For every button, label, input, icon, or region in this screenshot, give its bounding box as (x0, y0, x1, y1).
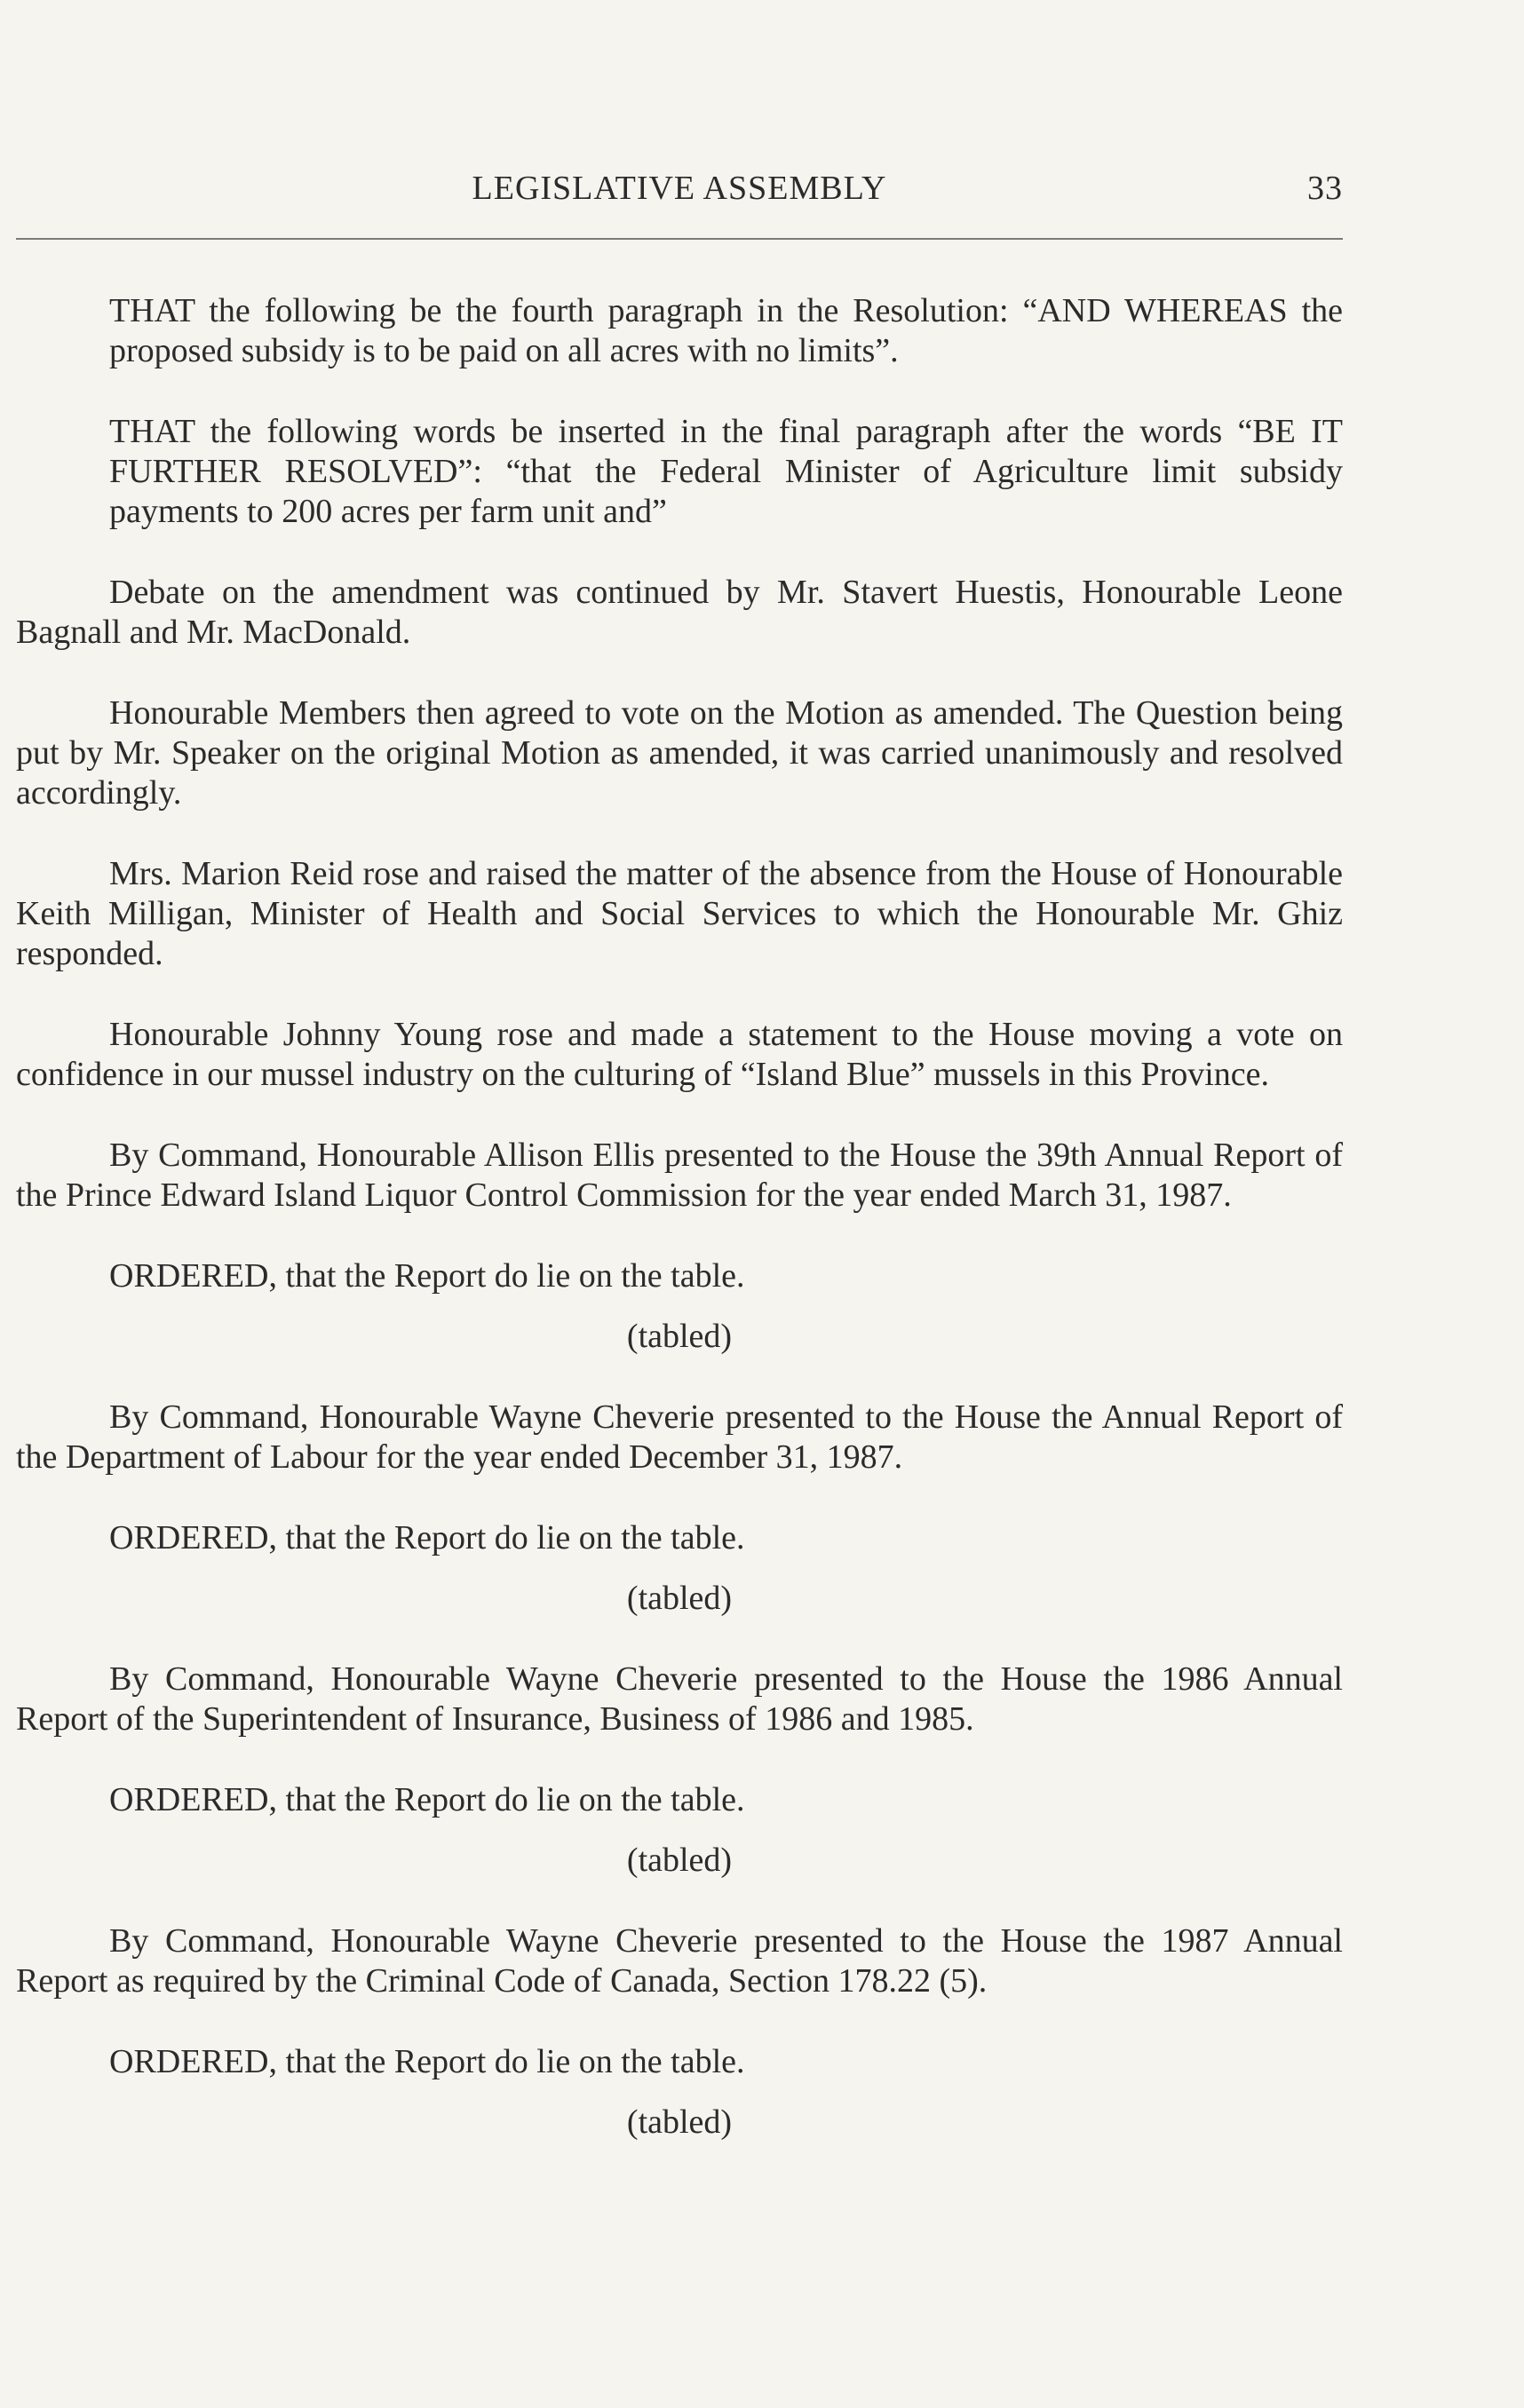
liquor-report-paragraph: By Command, Honourable Allison Ellis presented to the House the 39th Annual Report of the Prince Edward Island Liquor Control Commission for the year ended March 31, 1987. (16, 1137, 1343, 1214)
header-title: LEGISLATIVE ASSEMBLY (472, 170, 887, 207)
labour-report-paragraph: By Command, Honourable Wayne Cheverie presented to the House the Annual Report of the Department of Labour for the year ended December 31, 1987. (16, 1398, 1343, 1476)
document-body (16, 291, 1343, 2183)
header-rule (16, 238, 1343, 240)
vote-paragraph: Honourable Members then agreed to vote on the Motion as amended. The Question being put by Mr. Speaker on the original Motion as amended, it was carried unanimously and resolved accordingly. (16, 694, 1343, 812)
resolution-paragraph-1: THAT the following be the fourth paragraph in the Resolution: “AND WHEREAS the proposed subsidy is to be paid on all acres with no limits”. (109, 292, 1343, 369)
mussel-statement-paragraph: Honourable Johnny Young rose and made a statement to the House moving a vote on confidence in our mussel industry on the culturing of “Island Blue” mussels in this Province. (16, 1016, 1343, 1093)
ordered-line: ORDERED, that the Report do lie on the table. (109, 1257, 745, 1295)
debate-paragraph: Debate on the amendment was continued by Mr. Stavert Huestis, Honourable Leone Bagnall and Mr. MacDonald. (16, 574, 1343, 651)
tabled-note: (tabled) (626, 1842, 733, 1879)
page-header (16, 169, 1343, 213)
ordered-line: ORDERED, that the Report do lie on the table. (109, 1781, 745, 1818)
criminal-code-report-paragraph: By Command, Honourable Wayne Cheverie presented to the House the 1987 Annual Report as required by the Criminal Code of Canada, Section 178.22 (5). (16, 1922, 1343, 2000)
tabled-note: (tabled) (626, 1318, 733, 1355)
ordered-line: ORDERED, that the Report do lie on the table. (109, 2043, 745, 2080)
page-number: 33 (1307, 170, 1343, 207)
resolution-paragraph-2: THAT the following words be inserted in the final paragraph after the words “BE IT FURTHER RESOLVED”: “that the Federal Minister of Agriculture limit subsidy payments to 200 acres per farm unit and” (109, 413, 1343, 530)
tabled-note: (tabled) (626, 1580, 733, 1617)
tabled-note: (tabled) (626, 2103, 733, 2141)
insurance-report-paragraph: By Command, Honourable Wayne Cheverie presented to the House the 1986 Annual Report of the Superintendent of Insurance, Business of 1986 and 1985. (16, 1660, 1343, 1738)
absence-paragraph: Mrs. Marion Reid rose and raised the matter of the absence from the House of Honourable Keith Milligan, Minister of Health and Social Services to which the Honourable Mr. Ghiz responded. (16, 855, 1343, 972)
ordered-line: ORDERED, that the Report do lie on the table. (109, 1519, 745, 1556)
